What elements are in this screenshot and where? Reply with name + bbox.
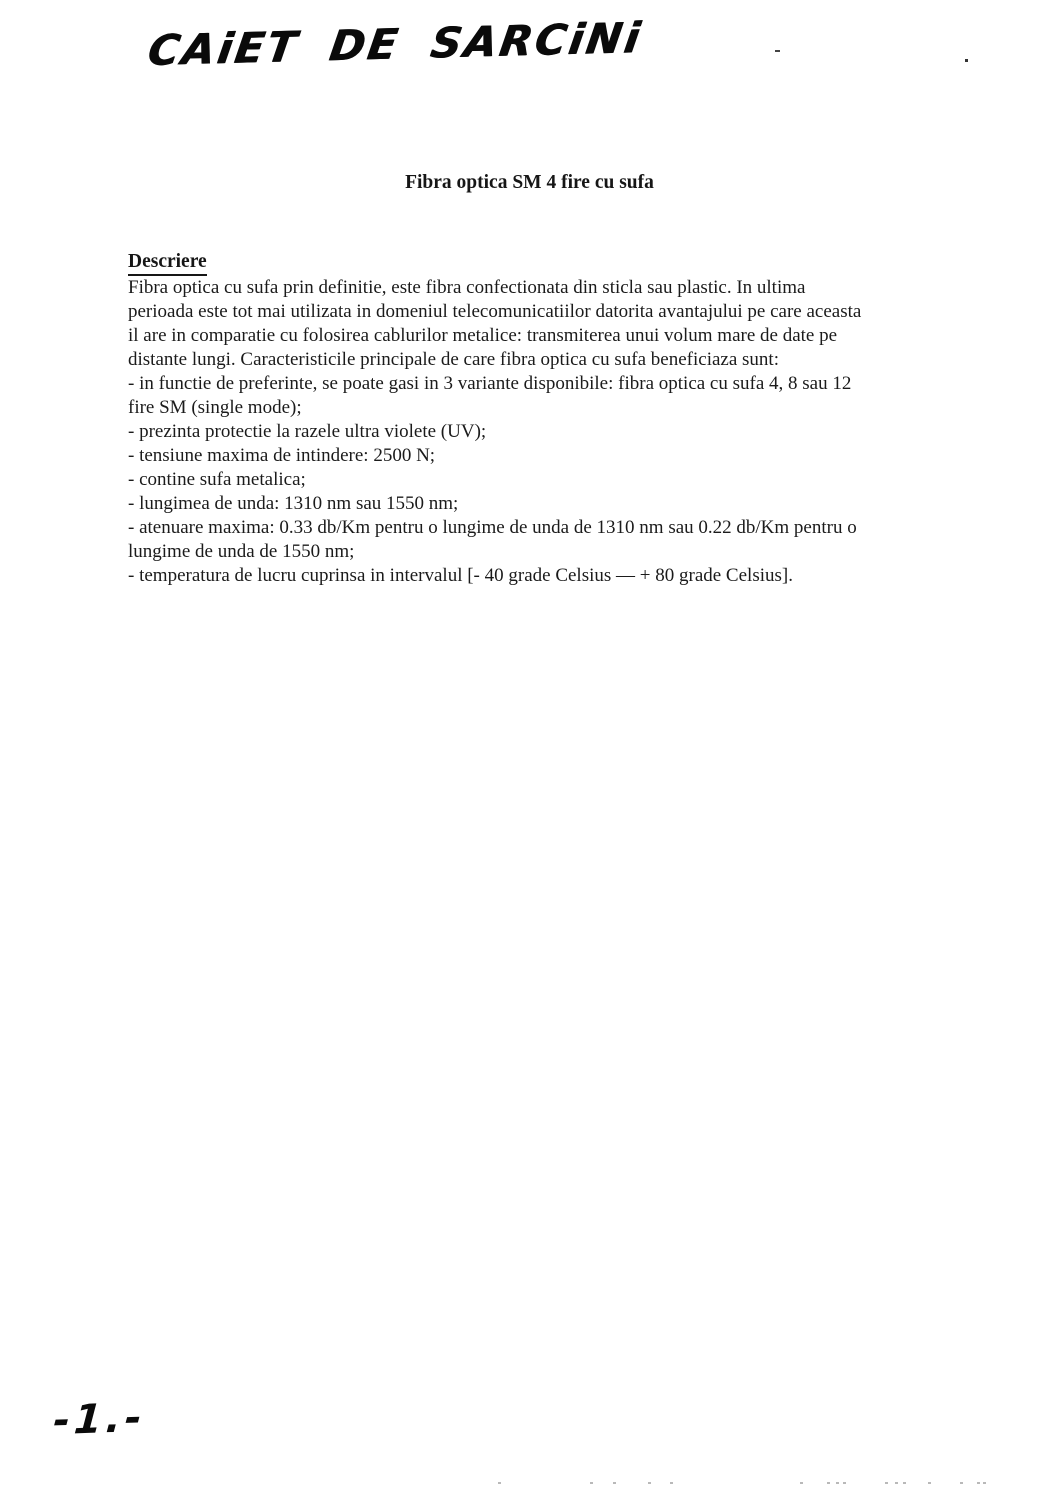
scan-speck — [965, 59, 968, 62]
section-heading-text: Descriere — [128, 251, 207, 276]
body-line: lungime de unda de 1550 nm; — [128, 541, 355, 562]
body-text — [128, 276, 1008, 588]
body-line: - contine sufa metalica; — [128, 469, 306, 490]
body-line: fire SM (single mode); — [128, 397, 302, 418]
scan-speck — [775, 50, 780, 52]
body-line: perioada este tot mai utilizata in domeniul telecomunicatiilor datorita avantajului pe care aceasta — [128, 301, 862, 322]
body-line: - lungimea de unda: 1310 nm sau 1550 nm; — [128, 493, 459, 514]
handwritten-title: CAiET DE SARCiNi — [144, 13, 646, 76]
document-title: Fibra optica SM 4 fire cu sufa — [405, 172, 654, 193]
section-heading — [128, 251, 207, 276]
body-line: - atenuare maxima: 0.33 db/Km pentru o lungime de unda de 1310 nm sau 0.22 db/Km pentru o — [128, 517, 857, 538]
body-line: - prezinta protectie la razele ultra violete (UV); — [128, 421, 487, 442]
handwritten-page-number: -1.- — [51, 1394, 148, 1445]
body-line: - tensiune maxima de intindere: 2500 N; — [128, 445, 436, 466]
scan-artifacts-row — [0, 1482, 1059, 1486]
body-line: Fibra optica cu sufa prin definitie, este fibra confectionata din sticla sau plastic. In ultima — [128, 277, 806, 298]
body-line: - in functie de preferinte, se poate gasi in 3 variante disponibile: fibra optica cu sufa 4, 8 sau 12 — [128, 373, 852, 394]
body-line: il are in comparatie cu folosirea cablurilor metalice: transmiterea unui volum mare de date pe — [128, 325, 838, 346]
body-line: - temperatura de lucru cuprinsa in intervalul [- 40 grade Celsius — + 80 grade Celsius]. — [128, 565, 793, 586]
body-line: distante lungi. Caracteristicile principale de care fibra optica cu sufa beneficiaza sunt: — [128, 349, 779, 370]
